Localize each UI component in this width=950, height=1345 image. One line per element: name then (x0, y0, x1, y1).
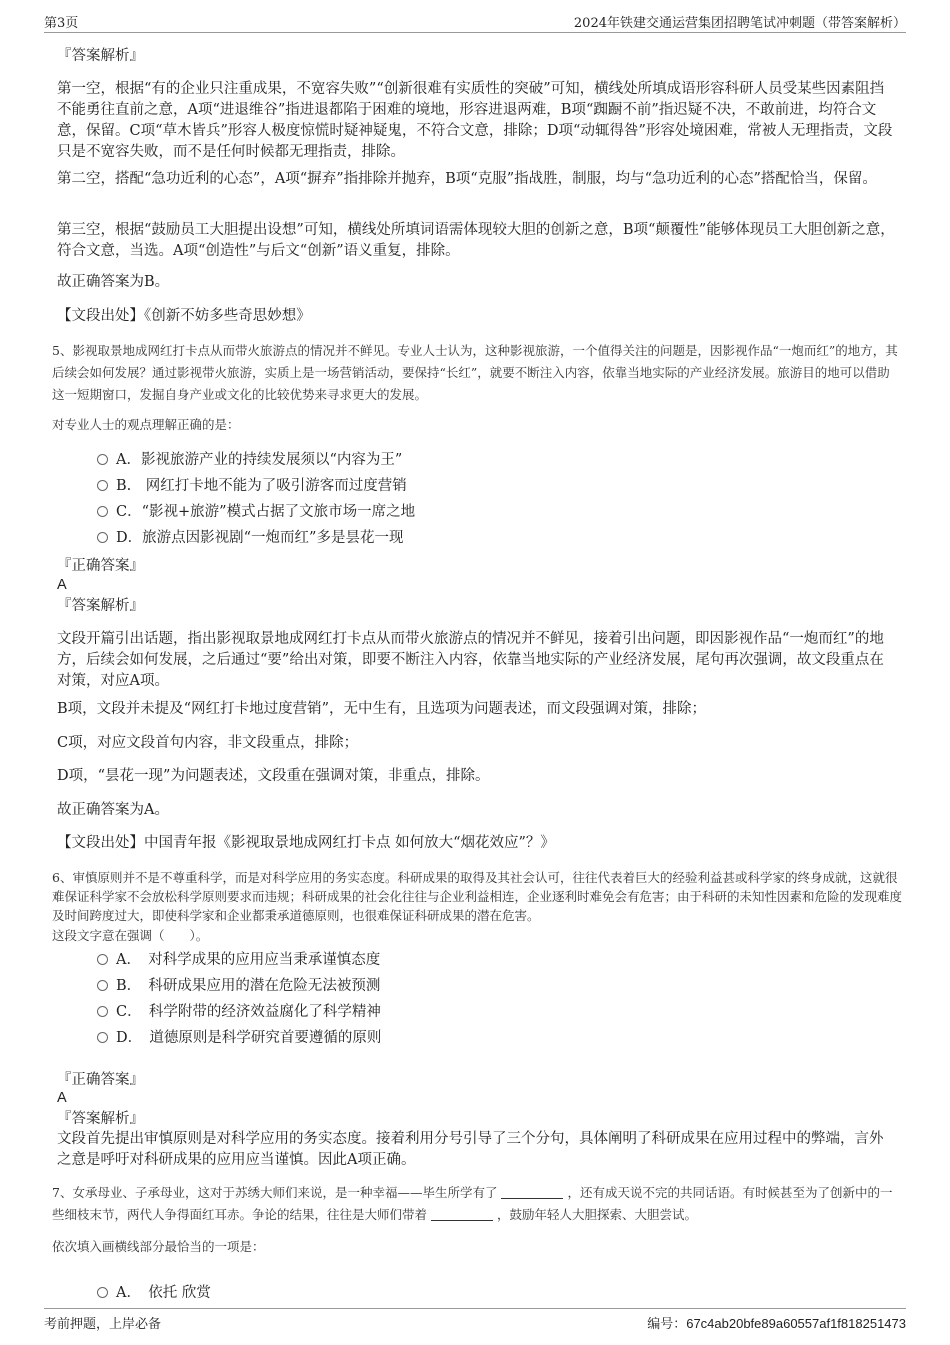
q4-conclusion: 故正确答案为B。 (57, 274, 170, 290)
q5-stem: 5、影视取景地成网红打卡点从而带火旅游点的情况并不鲜见。专业人士认为，这种影视旅游，一个值得关注的问题是，因影视作品“一炮而红”的地方，其后续会如何发展？通过影视带火旅游，实质上是一场营销活动，要保持“长红”，就要不断注入内容，依靠当地实际的产业经济发展。旅游目的地可以借助这一短期窗口，发掘自身产业或文化的比较优势来寻求更大的发展。 (52, 343, 898, 402)
radio-icon[interactable] (97, 1006, 108, 1017)
q7-blank-1[interactable] (501, 1184, 563, 1199)
q6-option-a[interactable]: A． 对科学成果的应用应当秉承谨慎态度 (97, 950, 380, 970)
q6-option-b[interactable]: B． 科研成果应用的潜在危险无法被预测 (97, 976, 380, 996)
q5-analysis-b: B项，文段并未提及“网红打卡地过度营销”，无中生有，且选项为问题表述，而文段强调对策，排除； (57, 701, 706, 717)
q5-option-d[interactable]: D．旅游点因影视剧“一炮而红”多是昙花一现 (97, 528, 403, 548)
q5-question: 对专业人士的观点理解正确的是： (52, 417, 240, 432)
radio-icon[interactable] (97, 532, 108, 543)
page-header (44, 10, 906, 33)
q6-stem: 6、审慎原则并不是不尊重科学，而是对科学应用的务实态度。科研成果的取得及其社会认可，往往代表着巨大的经验利益甚或科学家的终身成就，这就很难保证科学家不会放松科学原则要求而违规；科研成果的社会化往往与企业利益相连，企业逐利时难免会有危害；由于科研的未知性因素和危险的发现难度及时间跨度过大，即使科学家和企业都秉承道德原则，也很难保证科研成果的潜在危害。 (52, 870, 903, 923)
q6-analysis-label: 『答案解析』 (57, 1111, 144, 1127)
page-footer (44, 1308, 906, 1331)
q5-option-a[interactable]: A．影视旅游产业的持续发展须以“内容为王” (97, 450, 402, 470)
q4-analysis-para2: 第二空，搭配“急功近利的心态”，A项“摒弃”指排除并抛弃，B项“克服”指战胜，制服，均与“急功近利的心态”搭配恰当，保留。 (57, 171, 877, 187)
q6-answer: A (57, 1090, 67, 1106)
q5-answer-label: 『正确答案』 (57, 558, 144, 574)
q7-stem: 7、女承母业、子承母业，这对于苏绣大师们来说，是一种幸福——毕生所学有了 ，还有成天说不完的共同话语。有时候甚至为了创新中的一些细枝末节，两代人争得面红耳赤。争论的结果，往往是大师们带着 ，鼓励年轻人大胆探索、大胆尝试。 (52, 1185, 893, 1222)
q7-blank-2[interactable] (431, 1206, 493, 1221)
q4-analysis-para3: 第三空，根据“鼓励员工大胆提出设想”可知，横线处所填词语需体现较大胆的创新之意，B项“颠覆性”能够体现员工大胆创新之意，符合文意，当选。A项“创造性”与后文“创新”语义重复，排除。 (57, 222, 895, 259)
document-code: 编号：67c4ab20bfe89a60557af1f818251473 (647, 1316, 906, 1331)
radio-icon[interactable] (97, 980, 108, 991)
q5-option-b[interactable]: B. 网红打卡地不能为了吸引游客而过度营销 (97, 476, 407, 496)
q5-answer: A (57, 577, 67, 593)
q4-analysis-para1: 第一空，根据“有的企业只注重成果，不宽容失败”“创新很难有实质性的突破”可知，横线处所填成语形容科研人员受某些因素阻挡不能勇往直前之意，A项“进退维谷”指进退都陷于困难的境地，形容进退两难，B项“踟蹰不前”指迟疑不决，不敢前进，均符合文意，保留。C项“草木皆兵”形容人极度惊慌时疑神疑鬼，不符合文意，排除；D项“动辄得咎”形容处境困难，常被人无理指责，文段只是不宽容失败，而不是任何时候都无理指责，排除。 (57, 81, 893, 160)
radio-icon[interactable] (97, 1287, 108, 1298)
q7-option-a[interactable]: A． 依托 欣赏 (97, 1283, 211, 1303)
radio-icon[interactable] (97, 454, 108, 465)
q6-option-d[interactable]: D． 道德原则是科学研究首要遵循的原则 (97, 1028, 381, 1048)
q5-analysis-d: D项，“昙花一现”为问题表述，文段重在强调对策，非重点，排除。 (57, 768, 490, 784)
q5-analysis-c: C项，对应文段首句内容，非文段重点，排除； (57, 735, 359, 751)
q5-option-c[interactable]: C．“影视+旅游”模式占据了文旅市场一席之地 (97, 502, 415, 522)
q4-analysis-label: 『答案解析』 (57, 48, 144, 64)
document-title: 2024年铁建交通运营集团招聘笔试冲刺题（带答案解析） (573, 16, 906, 31)
radio-icon[interactable] (97, 1032, 108, 1043)
q6-analysis: 文段首先提出审慎原则是对科学应用的务实态度。接着利用分号引导了三个分句，具体阐明了科研成果在应用过程中的弊端，言外之意是呼吁对科研成果的应用应当谨慎。因此A项正确。 (57, 1131, 884, 1168)
q6-option-c[interactable]: C． 科学附带的经济效益腐化了科学精神 (97, 1002, 381, 1022)
q5-source: 【文段出处】中国青年报《影视取景地成网红打卡点 如何放大“烟花效应”？》 (57, 835, 555, 851)
q7-question: 依次填入画横线部分最恰当的一项是： (52, 1239, 265, 1254)
radio-icon[interactable] (97, 954, 108, 965)
page-number: 第3页 (44, 16, 79, 31)
radio-icon[interactable] (97, 480, 108, 491)
footer-slogan: 考前押题，上岸必备 (44, 1317, 162, 1332)
q6-question: 这段文字意在强调（ ）。 (52, 928, 209, 943)
q4-source: 【文段出处】《创新不妨多些奇思妙想》 (57, 308, 311, 324)
q5-analysis: 文段开篇引出话题，指出影视取景地成网红打卡点从而带火旅游点的情况并不鲜见，接着引出问题，即因影视作品“一炮而红”的地方，后续会如何发展，之后通过“要”给出对策，即要不断注入内容，依靠当地实际的产业经济发展，尾句再次强调，故文段重点在对策，对应A项。 (57, 631, 884, 689)
radio-icon[interactable] (97, 506, 108, 517)
q6-answer-label: 『正确答案』 (57, 1072, 144, 1088)
q5-conclusion: 故正确答案为A。 (57, 802, 169, 818)
q5-analysis-label: 『答案解析』 (57, 598, 144, 614)
